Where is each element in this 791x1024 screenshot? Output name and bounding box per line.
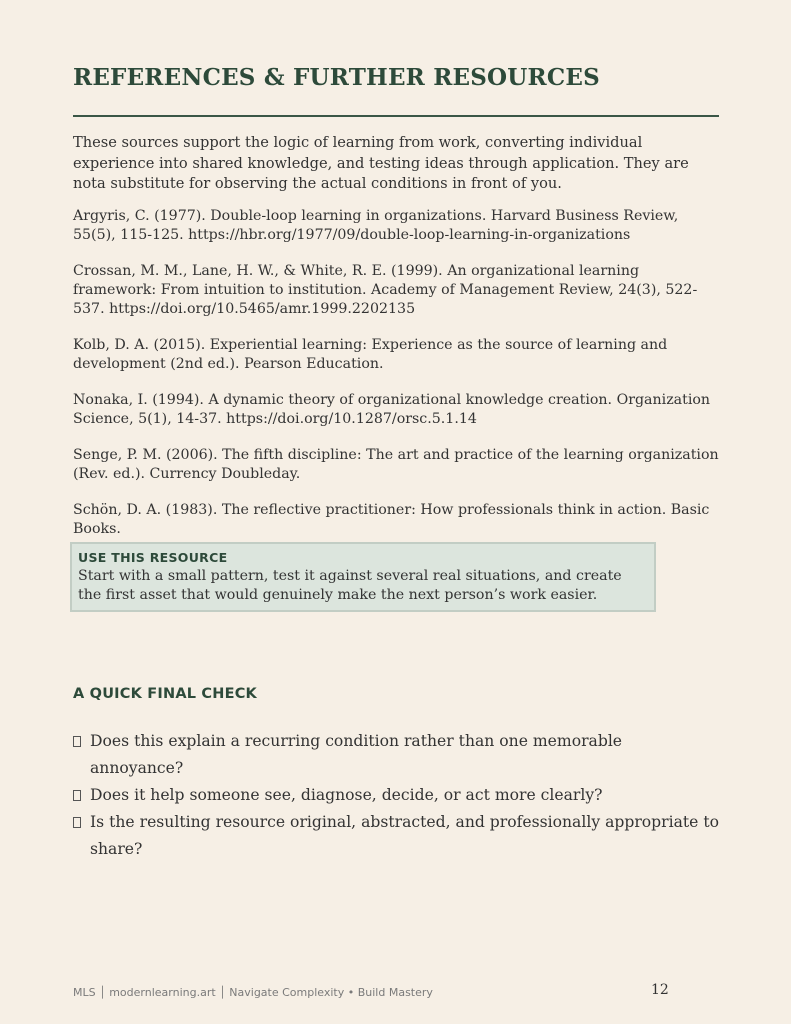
- title-divider: [73, 115, 719, 117]
- reference-item: Argyris, C. (1977). Double-loop learning in organizations. Harvard Business Review, 55(5), 115-125. https://hbr.org/1977/09/double-loop-learning-in-organizations: [73, 208, 679, 243]
- reference-list: [73, 207, 719, 556]
- page-title: REFERENCES & FURTHER RESOURCES: [73, 64, 600, 91]
- page-number: 12: [651, 982, 669, 998]
- checklist-item-text: Does this explain a recurring condition rather than one memorable annoyance?: [90, 732, 623, 777]
- checklist-item-text: Does it help someone see, diagnose, decide, or act more clearly?: [90, 786, 603, 804]
- checklist-item: [73, 782, 719, 809]
- final-checklist: [73, 728, 719, 863]
- reference-item: Crossan, M. M., Lane, H. W., & White, R. E. (1999). An organizational learning framework: From intuition to institution. Academy of Management Review, 24(3), 522-537. https://doi.org/10.5465/amr.1999.2202135: [73, 263, 698, 317]
- checklist-item-text: Is the resulting resource original, abstracted, and professionally appropriate to share?: [90, 813, 720, 858]
- reference-item: Senge, P. M. (2006). The fifth discipline: The art and practice of the learning organization (Rev. ed.). Currency Doubleday.: [73, 447, 719, 482]
- reference-item: Kolb, D. A. (2015). Experiential learning: Experience as the source of learning and development (2nd ed.). Pearson Education.: [73, 337, 668, 372]
- reference-item: Schön, D. A. (1983). The reflective practitioner: How professionals think in action. Basic Books.: [73, 502, 710, 537]
- checkbox-icon[interactable]: [73, 736, 81, 747]
- reference-item: Nonaka, I. (1994). A dynamic theory of organizational knowledge creation. Organization Science, 5(1), 14-37. https://doi.org/10.1287/orsc.5.1.14: [73, 392, 711, 427]
- checkbox-icon[interactable]: [73, 790, 81, 801]
- checkbox-icon[interactable]: [73, 817, 81, 828]
- checklist-item: [73, 809, 719, 863]
- intro-paragraph: These sources support the logic of learning from work, converting individual experience into shared knowledge, and testing ideas through application. They are nota substitute for observing the actual conditions in front of you.: [73, 134, 689, 192]
- checklist-item: [73, 728, 719, 782]
- callout-text: Start with a small pattern, test it against several real situations, and create the first asset that would genuinely make the next person’s work easier.: [78, 568, 622, 603]
- page-footer: MLS │ modernlearning.art │ Navigate Complexity • Build Mastery: [73, 986, 433, 999]
- final-check-heading: A QUICK FINAL CHECK: [73, 686, 257, 702]
- callout-label: USE THIS RESOURCE: [78, 550, 228, 565]
- use-this-resource-callout: [70, 542, 656, 612]
